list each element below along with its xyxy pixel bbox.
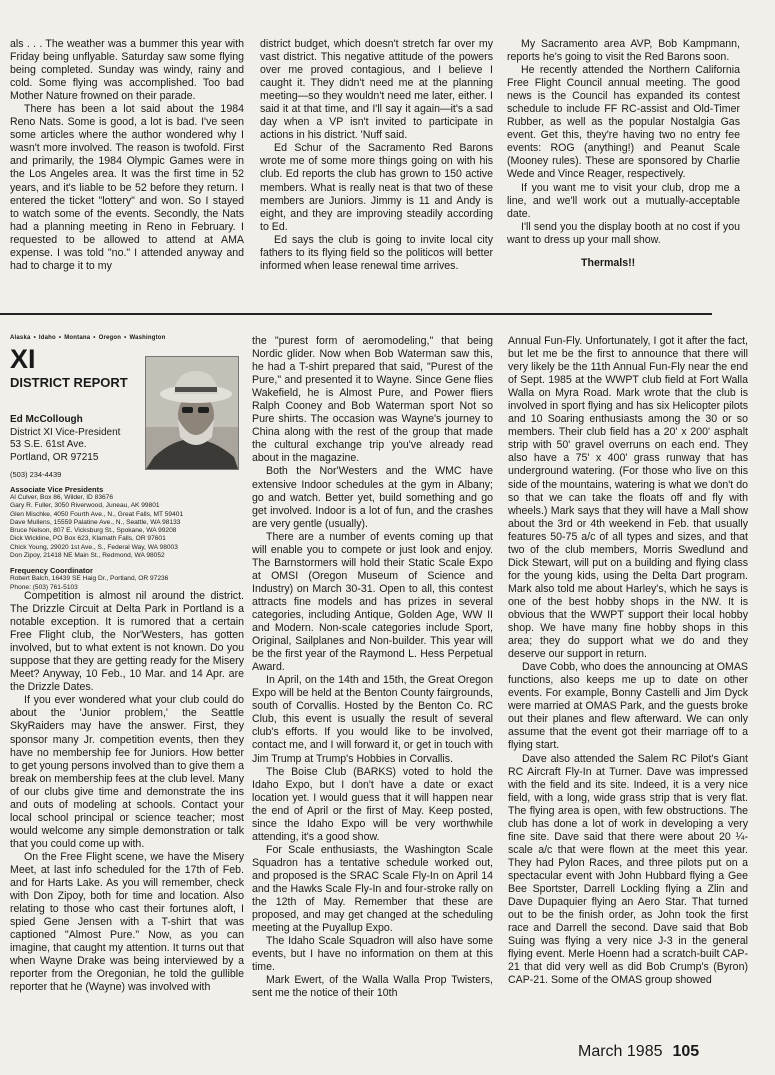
vp-name: Ed McCollough: [10, 414, 83, 425]
top-column-2: [260, 38, 493, 273]
signoff: Thermals!!: [581, 256, 636, 269]
state-label: • Montana: [56, 335, 90, 341]
vp-line: District XI Vice-President: [10, 426, 121, 438]
author-photo-image: [146, 357, 238, 469]
top-column-1: [10, 38, 244, 273]
paragraph: There are a number of events coming up that will enable you to compete or just look and enjoy. The Barnstormers will hold their Static Scale Expo at OMSI (Oregon Museum of Science and Industry) on March 30-31. Open to all, this contest attracts fine models and has prizes in several categories, including Antique, Golden Age, WW II and Modern. Non-scale categories include Sport, Original, Sailplanes and Non-builder. This year will be the first year of the Raymond L. Hess Perpetual Award.: [252, 530, 493, 674]
paragraph: Dave also attended the Salem RC Pilot's Giant RC Aircraft Fly-In at Turner. Dave was impressed with the field and its site. Indeed, it is a very nice field, with a long, wide grass strip that is very flat. The flying area is open, with few obstructions. The club has done a lot of work in developing a very fine site. Dave said that there were about 20 ¼-scale a/c that were flown at the meet this year. They had Pylon Races, and three pilots put on a spectacular event with John Hubbard flying a Gee Bee Sportster, Darrell Lockling flying a Zlin and Dave Dupaquier flying an Aero Star. That turned out to be the finish order, as John took the first race and Darrell the second. Dave said that Bob Suing was flying a very nice J-3 in the general flying event. Merle Hoenn had a scratch-built CAP-21 that did very well as did Bob Crump's (Byron) CAP-21. Some of the OMAS group showed: [508, 752, 748, 987]
avp-entry: Gary R. Fuller, 3050 Riverwood, Juneau, AK 99801: [10, 502, 160, 510]
avp-entry: Glen Mischke, 4050 Fourth Ave., N., Great Falls, MT 59401: [10, 510, 184, 518]
paragraph: The Idaho Scale Squadron will also have some events, but I have no information on them at this time.: [252, 935, 493, 974]
bottom-column-1: [10, 590, 244, 994]
paragraph: als . . . The weather was a bummer this year with Friday being unflyable. Saturday saw some flying being completed. Sunday was windy, rainy and cold. Some flying was accomplished. Too bad Mother Nature frowned on their parade.: [10, 38, 244, 103]
paragraph: On the Free Flight scene, we have the Misery Meet, at last info scheduled for the 17th of Feb. and for Harts Lake. As you will remember, check with Don Zipoy, both for time and location. Also relating to those who cast their fortunes aloft, I spied Gene Jensen with a T-shirt that was captioned "Almost Pure." Now, as you can imagine, that caught my attention. It turns out that when Wayne Drake was being interviewed by a reporter from the Oregonian, he told the gullible reporter that he (Wayne) was involved with: [10, 850, 244, 994]
vp-phone: (503) 234-4439: [10, 470, 62, 479]
paragraph: I'll send you the display booth at no cost if you want to dress up your mall show.: [507, 220, 740, 246]
bottom-column-2: [252, 335, 493, 1000]
paragraph: There has been a lot said about the 1984 Reno Nats. Some is good, a lot is bad. I've seen some articles where the author wondered why I wasn't more involved. The reason is twofold. First and primarily, the 1984 Olympic Games were in the Los Angeles area. It was the first time in 52 years, and it's liable to be 52 before they return. I entered the ticket "lottery" and won. So I stayed to watch some of the events. Secondly, the Nats had a planning meeting in Reno in February. I requested to be allowed to attend at AMA expense. I was told "no." I attended anyway and had to charge it to my: [10, 103, 244, 272]
paragraph: the "purest form of aeromodeling," that being Nordic glider. Now when Bob Waterman saw this, he had a T-shirt prepared that said, "Purest of the Pure," and presented it to Wayne. Since Gene flies Wakefield, he is Almost Pure, and Power fliers Ralph Cooney and Bob Waterman sport Not so Pure shirts. The occasion was Wayne's journey to China along with the rest of the group that made the cultural exchange trip you've already read about in the magazine.: [252, 335, 493, 465]
paragraph: Mark Ewert, of the Walla Walla Prop Twisters, sent me the notice of their 10th: [252, 974, 493, 1000]
frequency-coordinator-title: Frequency Coordinator: [10, 566, 93, 576]
top-column-3: [507, 38, 740, 270]
paragraph: In April, on the 14th and 15th, the Great Oregon Expo will be held at the Benton County fairgrounds, south of Corvallis. Hosted by the Benton Co. RC Club, this event is usually the result of several club's efforts. If you would like to be involved, contact me, and I will forward it, or get in touch with Jim Trump at Trump's Hobbies in Corvallis.: [252, 674, 493, 765]
issue-date: March 1985: [578, 1043, 663, 1060]
avp-entry: Dick Wickline, PO Box 623, Klamath Falls, OR 97601: [10, 535, 166, 543]
section-divider: [0, 313, 712, 315]
vp-line: 53 S.E. 61st Ave.: [10, 439, 87, 450]
state-label: • Idaho: [31, 335, 56, 341]
paragraph: Ed says the club is going to invite local city fathers to its flying field so the politicos will better informed when lease renewal time arrives.: [260, 233, 493, 272]
paragraph: Both the Nor'Westers and the WMC have extensive Indoor schedules at the gym in Albany; go and watch. Better yet, build something and go get involved. Indoor is a lot of fun, and the crashes are very gentle (usually).: [252, 465, 493, 530]
avp-entry: Bruce Nelson, 807 E. Vicksburg St., Spokane, WA 99208: [10, 527, 177, 535]
vp-line: Portland, OR 97215: [10, 451, 99, 463]
avp-entry: Don Zipoy, 21418 NE Main St., Redmond, WA 98052: [10, 552, 165, 560]
paragraph: district budget, which doesn't stretch far over my vast district. This negative attitude of the powers over me proved contagious, and I believe I caught it. They didn't need me at the planning meeting—so they wouldn't need me later, either. I said it at that time, and I'll say it again—it's a sad day when a VP isn't invited to participate in actions in his district. 'Nuff said.: [260, 38, 493, 142]
states-list: [10, 335, 244, 341]
paragraph: Ed Schur of the Sacramento Red Barons wrote me of some more things going on with his club. Ed reports the club has grown to 150 active members. What is really neat is that two of these members are Juniors. Jimmy is 11 and Andy is eight, and they are improving steadily according to Ed.: [260, 142, 493, 233]
paragraph: He recently attended the Northern California Free Flight Council annual meeting. The good news is the Council has expanded its contest schedule to include FF RC-assist and Old-Timer Rubber, as well as the popular Nostalgia Gas event. Get this, they're having two no entry fee events: ROG (anything!) and Peanut Scale (Mooney rules). These are sponsored by Charlie Wede and Vince Reager, respectively.: [507, 64, 740, 181]
state-label: • Oregon: [90, 335, 121, 341]
avp-title: Associate Vice Presidents: [10, 485, 104, 494]
page-number: 105: [672, 1043, 700, 1060]
fc-line: Phone: (503) 761-5103: [10, 583, 78, 591]
paragraph: Annual Fun-Fly. Unfortunately, I got it after the fact, but let me be the first to announce that there will very likely be the 11th Annual Fun-Fly near the end of Sept. 1985 at the WWPT club field at Fort Walla Walla on Myra Road. Mark wrote that the club is involved in sport flying and has six Helicopter pilots and 10 Soaring enthusiasts among the 30 or so members. Their club field has a 20' x 200' asphalt strip with 50' gravel overruns on each end. They also have a 75' x 400' grass runway that has underground watering. (For those who live on this side of the mountains, watering is what we don't do so that we can take the floats off and fly with wheels.) Mark says that they will have a Mall show about the 3rd or 4th weekend in Feb. that usually features 50-75 a/c of all types and sizes, and that two of the club members, Morris Swedlund and Dick Stewart, will put on a building and flying class for the young kids, using the Delta Dart program. Mark also told me about Harley's, which he says is one of the best hobby shops in the NW. It is obvious that the WWPT support their local hobby shop. We have many fine hobby shops in this area; they do support what we do and they deserve our support in return.: [508, 335, 748, 661]
report-title: DISTRICT REPORT: [10, 375, 128, 390]
paragraph: The Boise Club (BARKS) voted to hold the Idaho Expo, but I don't have a date or exact location yet. I would guess that it will happen near the end of April or the first of May. Keep posted, since the Idaho Expo will be very worthwhile attending, it's a good show.: [252, 765, 493, 843]
district-numeral: XI: [10, 344, 36, 374]
state-label: Alaska: [10, 335, 31, 341]
state-label: • Washington: [121, 335, 165, 341]
paragraph: If you ever wondered what your club could do about the 'Junior problem,' the Seattle SkyRaiders may have the answer. First, they sponsor many Jr. competition events, then they have no membership fee for Juniors. How better to get young persons involved than to give them a break on membership fees at the club level. Many of our clubs give time and demonstrate the ins and outs of modeling at schools. Contact your local school principal or science teacher; most would welcome any simple demonstration or talk that you could come up with.: [10, 694, 244, 850]
avp-entry: Al Culver, Box 86, Wilder, ID 83676: [10, 494, 113, 501]
fc-line: Robert Balch, 16439 SE Haig Dr., Portland, OR 97236: [10, 575, 169, 583]
paragraph: Dave Cobb, who does the announcing at OMAS functions, also keeps me up to date on other events. For example, Bonny Castelli and Jim Dyck were married at OMAS Park, and the guests broke out their planes and flew afterward. We can only assume that the event got their marriage off to a flying start.: [508, 661, 748, 752]
avp-entry: Dave Mullens, 15559 Palatine Ave., N., Seattle, WA 98133: [10, 518, 181, 526]
paragraph: My Sacramento area AVP, Bob Kampmann, reports he's going to visit the Red Barons soon.: [507, 38, 740, 64]
page-folio: [578, 1043, 699, 1061]
avp-list: [10, 494, 244, 560]
paragraph: If you want me to visit your club, drop me a line, and we'll work out a mutually-acceptable date.: [507, 181, 740, 220]
avp-entry: Chick Young, 29020 1st Ave., S., Federal Way, WA 98003: [10, 543, 178, 551]
paragraph: For Scale enthusiasts, the Washington Scale Squadron has a tentative schedule worked out, and proposed is the SRAC Scale Fly-In on April 14 and the Hawks Scale Fly-In and four-stroke rally on the 12th of May. Remember that these are proposed, and may get changed at the scheduling meeting at the Puyallup Expo.: [252, 843, 493, 935]
bottom-column-3: [508, 335, 748, 987]
author-photo: [145, 356, 239, 470]
paragraph: Competition is almost nil around the district. The Drizzle Circuit at Delta Park in Portland is a notable exception. It is rumored that a certain Free Flight club, the Nor'Westers, has gotten involved, but to what extent is not known. Do you suppose that they are getting ready for the Misery Meet? Anyway, 10 Feb., 10 Mar. and 14 Apr. are the Drizzle Dates.: [10, 590, 244, 694]
